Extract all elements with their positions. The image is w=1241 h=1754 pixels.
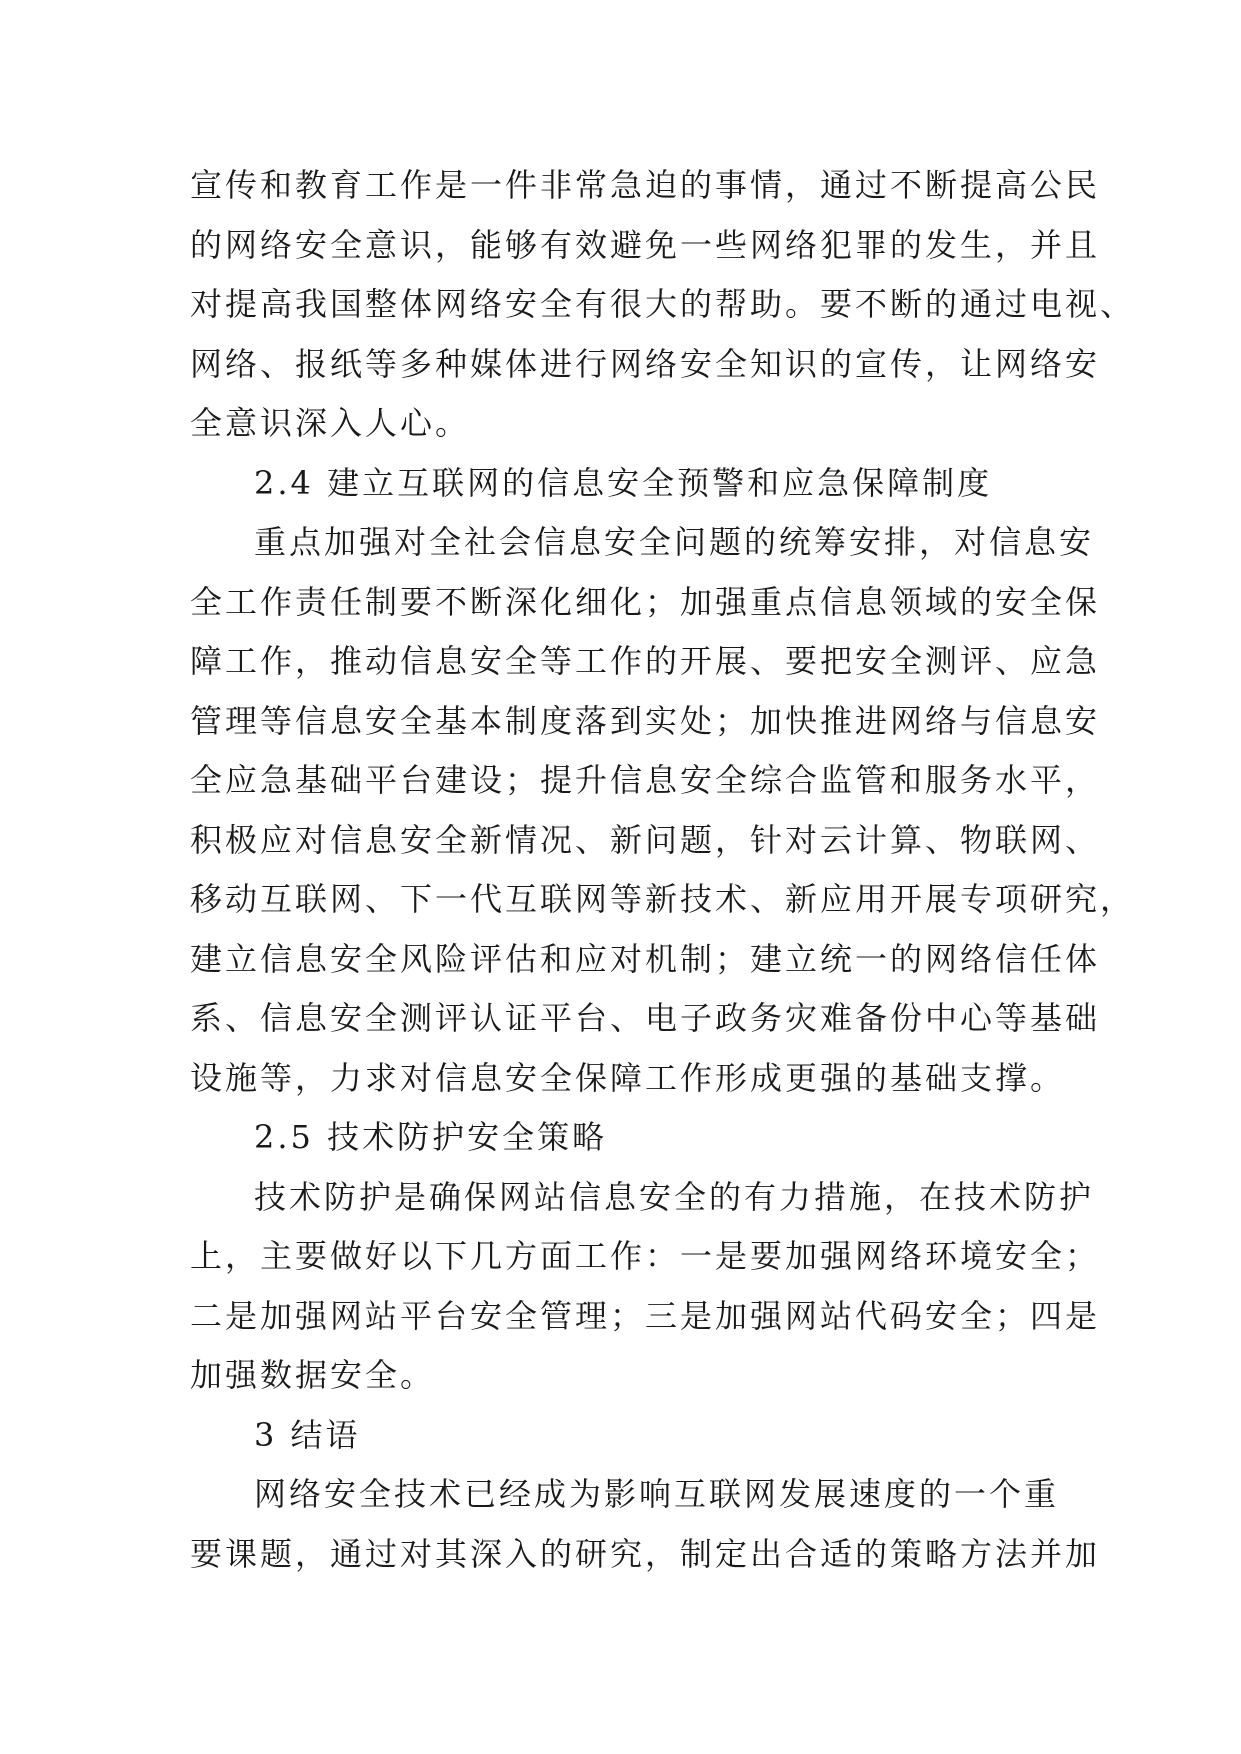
paragraph-line: 技术防护是确保网站信息安全的有力措施，在技术防护: [254, 1177, 1095, 1216]
paragraph-line: 管理等信息安全基本制度落到实处；加快推进网络与信息安: [190, 701, 1101, 740]
paragraph-line: 网络安全技术已经成为影响互联网发展速度的一个重: [254, 1475, 1060, 1513]
paragraph-line: 宣传和教育工作是一件非常急迫的事情，通过不断提高公民: [190, 166, 1101, 204]
paragraph-line: 重点加强对全社会信息安全问题的统筹安排，对信息安: [254, 523, 1095, 561]
paragraph-line: 加强数据安全。: [190, 1356, 436, 1394]
paragraph-line: 障工作，推动信息安全等工作的开展、要把安全测评、应急: [190, 642, 1101, 680]
paragraph-line: 对提高我国整体网络安全有很大的帮助。要不断的通过电视、: [190, 285, 1136, 323]
paragraph-line: 建立信息安全风险评估和应对机制；建立统一的网络信任体: [190, 939, 1101, 978]
paragraph-line: 系、信息安全测评认证平台、电子政务灾难备份中心等基础: [190, 999, 1101, 1037]
paragraph-line: 全意识深入人心。: [190, 404, 471, 442]
section-heading-2-4: 2.4 建立互联网的信息安全预警和应急保障制度: [254, 463, 993, 502]
paragraph-line: 上，主要做好以下几方面工作：一是要加强网络环境安全；: [190, 1237, 1101, 1275]
document-body: [190, 156, 1136, 1584]
paragraph-line: 二是加强网站平台安全管理；三是加强网站代码安全；四是: [190, 1296, 1101, 1335]
paragraph-line: 移动互联网、下一代互联网等新技术、新应用开展专项研究，: [190, 880, 1136, 918]
paragraph-line: 设施等，力求对信息安全保障工作形成更强的基础支撑。: [190, 1058, 1066, 1097]
paragraph-line: 全应急基础平台建设；提升信息安全综合监管和服务水平，: [190, 761, 1101, 799]
paragraph-line: 的网络安全意识，能够有效避免一些网络犯罪的发生，并且: [190, 225, 1101, 264]
paragraph-line: 网络、报纸等多种媒体进行网络安全知识的宣传，让网络安: [190, 344, 1101, 383]
paragraph-line: 要课题，通过对其深入的研究，制定出合适的策略方法并加: [190, 1534, 1101, 1573]
section-heading-2-5: 2.5 技术防护安全策略: [254, 1118, 608, 1156]
section-heading-3: 3 结语: [254, 1415, 361, 1454]
paragraph-line: 全工作责任制要不断深化细化；加强重点信息领域的安全保: [190, 582, 1101, 621]
paragraph-line: 积极应对信息安全新情况、新问题，针对云计算、物联网、: [190, 820, 1101, 859]
